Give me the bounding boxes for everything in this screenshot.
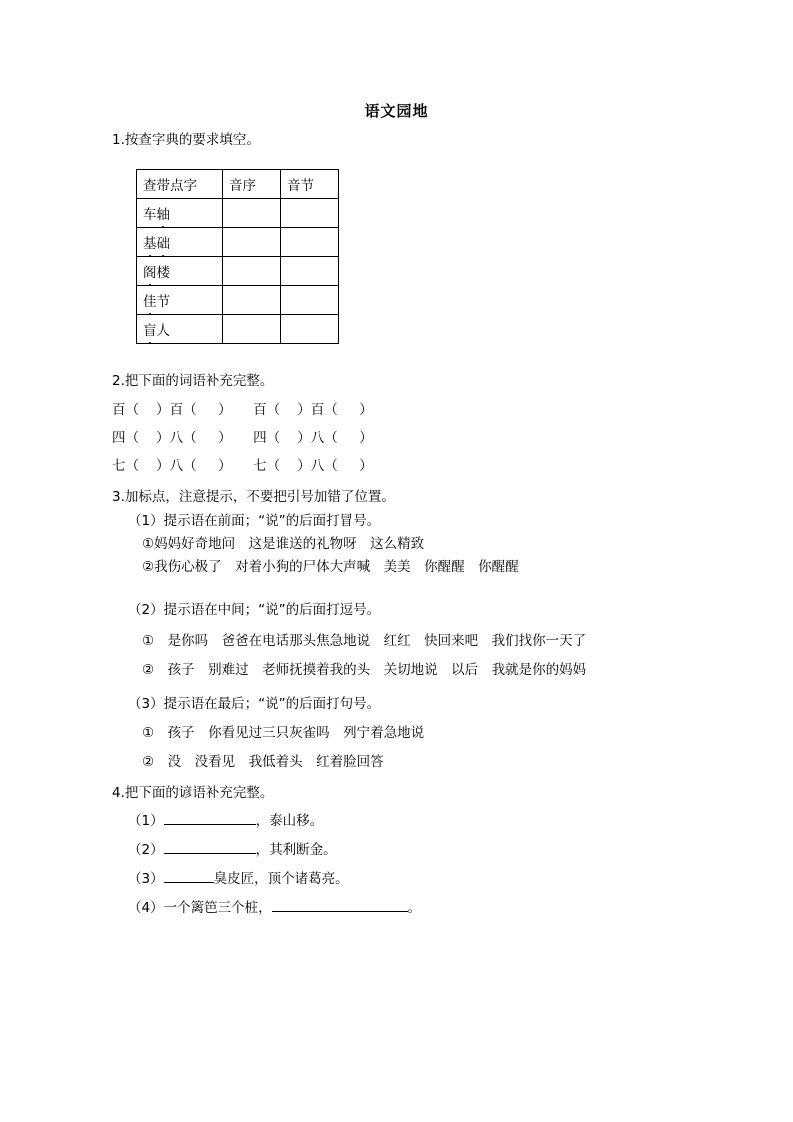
table-cell-word [137,286,223,315]
plain-character: 人 [156,323,170,339]
proverb-label: （1） [128,813,164,829]
question-1-text: 按查字典的要求填空。 [124,132,260,148]
proverb-blank[interactable] [164,811,256,825]
dotted-character: 础 [157,232,171,252]
page-title: 语文园地 [364,102,429,120]
plain-character: 楼 [156,265,170,281]
dotted-character: 轴 [157,203,171,223]
question-3-sentence: ① 是你吗 爸爸在电话那头焦急地说 红红 快回来吧 我们找你一天了 [142,633,587,649]
proverb-text: ，泰山移。 [255,813,324,829]
question-1-number: 1. [112,132,125,148]
dotted-character: 盲 [143,319,157,339]
table-cell-syllable[interactable] [281,315,339,344]
question-3-group-label: （2）提示语在中间；“说”的后面打逗号。 [128,602,381,618]
question-1-prompt [112,130,260,150]
proverb-label: （2） [128,842,164,858]
table-cell-syllable[interactable] [281,199,339,228]
proverb-item [128,840,337,860]
dotted-character: 基 [143,232,157,252]
question-3-group-label: （1）提示语在前面；“说”的后面打冒号。 [128,513,381,529]
question-3-number: 3. [112,489,125,505]
table-row [137,257,339,286]
dotted-character: 阁 [143,261,157,281]
table-row [137,286,339,315]
table-cell-syllable[interactable] [281,286,339,315]
column-header-word: 查带点字 [137,170,223,199]
question-3-prompt [112,487,395,507]
question-3-group-label: （3）提示语在最后；“说”的后面打句号。 [128,696,381,712]
proverb-label: （3） [128,871,164,887]
table-cell-order[interactable] [223,315,281,344]
column-header-syllable: 音节 [281,170,339,199]
proverb-blank[interactable] [272,898,408,912]
plain-character: 车 [143,207,157,223]
proverb-lead-text: 一个篱笆三个桩， [163,900,272,916]
proverb-blank[interactable] [164,840,256,854]
table-row [137,315,339,344]
table-row [137,228,339,257]
table-cell-order[interactable] [223,257,281,286]
table-cell-word [137,228,223,257]
question-3-sentence: ② 没 没看见 我低着头 红着脸回答 [142,754,384,770]
idiom-row: 百（ ）百（ ） 百（ ）百（ ） [112,402,373,418]
proverb-label: （4） [128,900,164,916]
plain-character: 节 [156,294,170,310]
table-cell-syllable[interactable] [281,257,339,286]
question-2-number: 2. [112,373,125,389]
idiom-row: 四（ ）八（ ） 四（ ）八（ ） [112,430,373,446]
proverb-item [128,811,323,831]
question-3-sentence: ① 孩子 你看见过三只灰雀吗 列宁着急地说 [142,725,425,741]
table-cell-order[interactable] [223,228,281,257]
question-3-text: 加标点，注意提示，不要把引号加错了位置。 [124,489,395,505]
proverb-text: 臭皮匠，顶个诸葛亮。 [213,871,349,887]
question-4-number: 4. [112,785,125,801]
table-cell-word [137,199,223,228]
table-cell-word [137,315,223,344]
question-3-sentence: ②我伤心极了 对着小狗的尸体大声喊 美美 你醒醒 你醒醒 [142,559,519,575]
table-cell-word [137,257,223,286]
proverb-item [128,869,349,889]
question-3-sentence: ② 孩子 别难过 老师抚摸着我的头 关切地说 以后 我就是你的妈妈 [142,662,587,678]
table-cell-order[interactable] [223,286,281,315]
question-2-text: 把下面的词语补充完整。 [124,373,274,389]
proverb-item [128,898,421,918]
table-row [137,199,339,228]
proverb-text: 。 [407,900,422,916]
idiom-row: 七（ ）八（ ） 七（ ）八（ ） [112,458,373,474]
dictionary-lookup-table [136,169,339,344]
table-cell-order[interactable] [223,199,281,228]
question-4-text: 把下面的谚语补充完整。 [124,785,274,801]
dotted-character: 佳 [143,290,157,310]
proverb-text: ，其利断金。 [255,842,337,858]
question-2-prompt [112,371,273,391]
table-cell-syllable[interactable] [281,228,339,257]
question-3-sentence: ①妈妈好奇地问 这是谁送的礼物呀 这么精致 [142,536,425,552]
question-4-prompt [112,783,273,803]
proverb-blank[interactable] [164,869,214,883]
table-header-row [137,170,339,199]
column-header-order: 音序 [223,170,281,199]
